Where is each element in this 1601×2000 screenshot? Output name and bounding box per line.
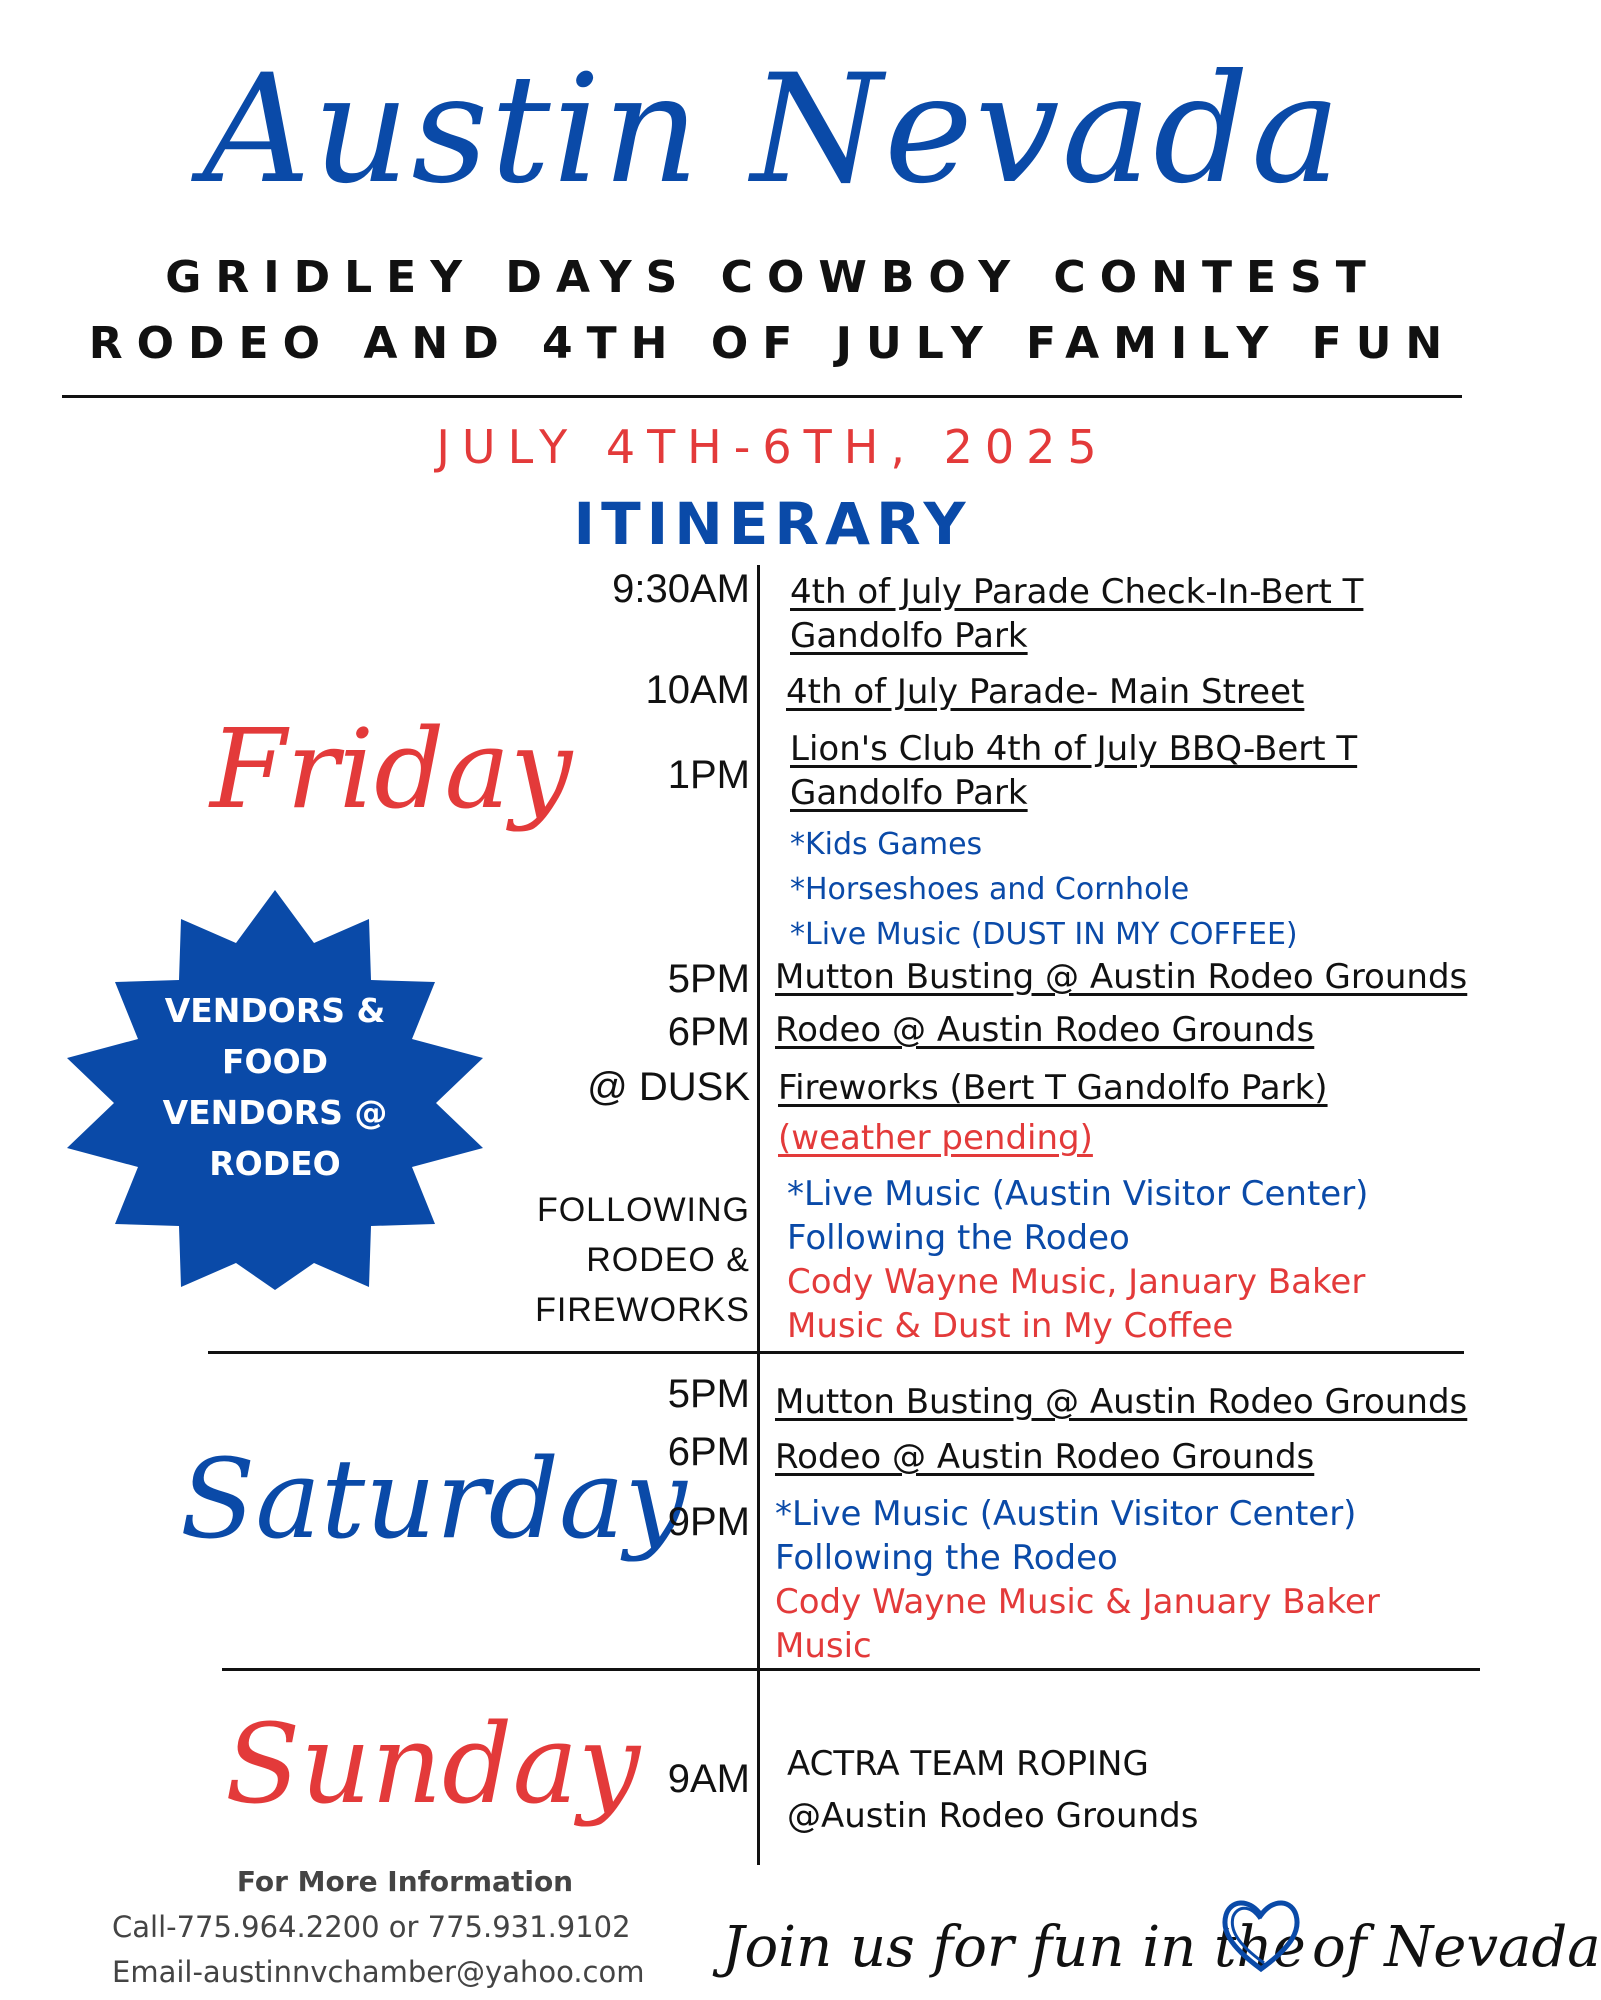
tagline-part-2: of Nevada [1312, 1915, 1601, 1980]
saturday-event-live-music [775, 1492, 1380, 1668]
friday-event-fireworks [778, 1063, 1328, 1163]
day-label-saturday: Saturday [180, 1435, 687, 1563]
activity-kids-games: *Kids Games [790, 827, 983, 862]
day-label-sunday: Sunday [225, 1700, 641, 1828]
following-line-2: RODEO & [586, 1241, 750, 1279]
header-divider [62, 395, 1462, 398]
bbq-line-1: Lion's Club 4th of July BBQ-Bert T [790, 729, 1358, 769]
itinerary-heading: ITINERARY [573, 490, 972, 558]
sat-live-music-line-2: Following the Rodeo [775, 1538, 1118, 1578]
sunday-event-team-roping [787, 1738, 1198, 1842]
badge-line-4: RODEO [209, 1144, 341, 1183]
badge-line-3: VENDORS @ [162, 1093, 388, 1132]
friday-event-live-music [787, 1172, 1368, 1348]
saturday-event-rodeo: Rodeo @ Austin Rodeo Grounds [775, 1437, 1315, 1477]
friday-event-parade-checkin [790, 570, 1363, 658]
friday-time-5pm: 5PM [667, 957, 750, 1001]
event-date: JULY 4TH-6TH, 2025 [436, 420, 1109, 474]
activity-horseshoes: *Horseshoes and Cornhole [790, 872, 1190, 907]
activity-live-music: *Live Music (DUST IN MY COFFEE) [790, 917, 1298, 952]
team-roping-line-1: ACTRA TEAM ROPING [787, 1744, 1149, 1784]
team-roping-line-2: @Austin Rodeo Grounds [787, 1796, 1199, 1836]
saturday-time-5pm: 5PM [667, 1372, 750, 1416]
day-label-friday: Friday [210, 705, 573, 833]
saturday-time-9pm: 9PM [667, 1500, 750, 1544]
bbq-line-2: Gandolfo Park [790, 773, 1028, 813]
tagline-part-1: Join us for fun in the [722, 1915, 1306, 1980]
live-music-line-2: Following the Rodeo [787, 1218, 1130, 1258]
subtitle-line-1: GRIDLEY DAYS COWBOY CONTEST [165, 252, 1380, 303]
following-line-3: FIREWORKS [535, 1291, 750, 1329]
live-music-line-1: *Live Music (Austin Visitor Center) [787, 1174, 1369, 1214]
friday-time-dusk: @ DUSK [587, 1065, 750, 1109]
page-title: Austin Nevada [202, 43, 1343, 217]
fireworks-weather-note: (weather pending) [778, 1118, 1093, 1158]
vendors-badge-text [60, 985, 490, 1189]
friday-time-930am: 9:30AM [612, 567, 750, 611]
sat-live-music-line-1: *Live Music (Austin Visitor Center) [775, 1494, 1357, 1534]
friday-event-mutton-busting: Mutton Busting @ Austin Rodeo Grounds [775, 957, 1468, 997]
friday-bbq-activities [790, 822, 1298, 957]
live-music-performers-1: Cody Wayne Music, January Baker [787, 1262, 1366, 1302]
sunday-time-9am: 9AM [667, 1757, 750, 1801]
friday-time-1pm: 1PM [667, 753, 750, 797]
friday-time-10am: 10AM [645, 668, 750, 712]
fireworks-line-1: Fireworks (Bert T Gandolfo Park) [778, 1068, 1328, 1108]
parade-checkin-line-1: 4th of July Parade Check-In-Bert T [790, 572, 1364, 612]
saturday-sunday-divider [222, 1668, 1480, 1671]
following-line-1: FOLLOWING [536, 1191, 750, 1229]
heart-outline-icon [1218, 1895, 1304, 1975]
saturday-event-mutton-busting: Mutton Busting @ Austin Rodeo Grounds [775, 1382, 1468, 1422]
friday-time-following [535, 1185, 750, 1335]
sat-live-music-performers-1: Cody Wayne Music & January Baker [775, 1582, 1380, 1622]
friday-saturday-divider [208, 1351, 1464, 1354]
friday-event-parade: 4th of July Parade- Main Street [786, 672, 1305, 712]
more-info-heading: For More Information [236, 1865, 574, 1898]
subtitle-line-2: RODEO AND 4TH OF JULY FAMILY FUN [88, 318, 1457, 369]
sat-live-music-performers-2: Music [775, 1626, 872, 1666]
contact-phone: Call-775.964.2200 or 775.931.9102 [112, 1910, 631, 1944]
friday-event-bbq [790, 727, 1357, 815]
contact-email: Email-austinnvchamber@yahoo.com [112, 1955, 645, 1989]
friday-time-6pm: 6PM [667, 1010, 750, 1054]
saturday-time-6pm: 6PM [667, 1430, 750, 1474]
friday-event-rodeo: Rodeo @ Austin Rodeo Grounds [775, 1010, 1315, 1050]
badge-line-1: VENDORS & [164, 991, 386, 1030]
parade-checkin-line-2: Gandolfo Park [790, 616, 1028, 656]
live-music-performers-2: Music & Dust in My Coffee [787, 1306, 1234, 1346]
badge-line-2: FOOD [221, 1042, 329, 1081]
